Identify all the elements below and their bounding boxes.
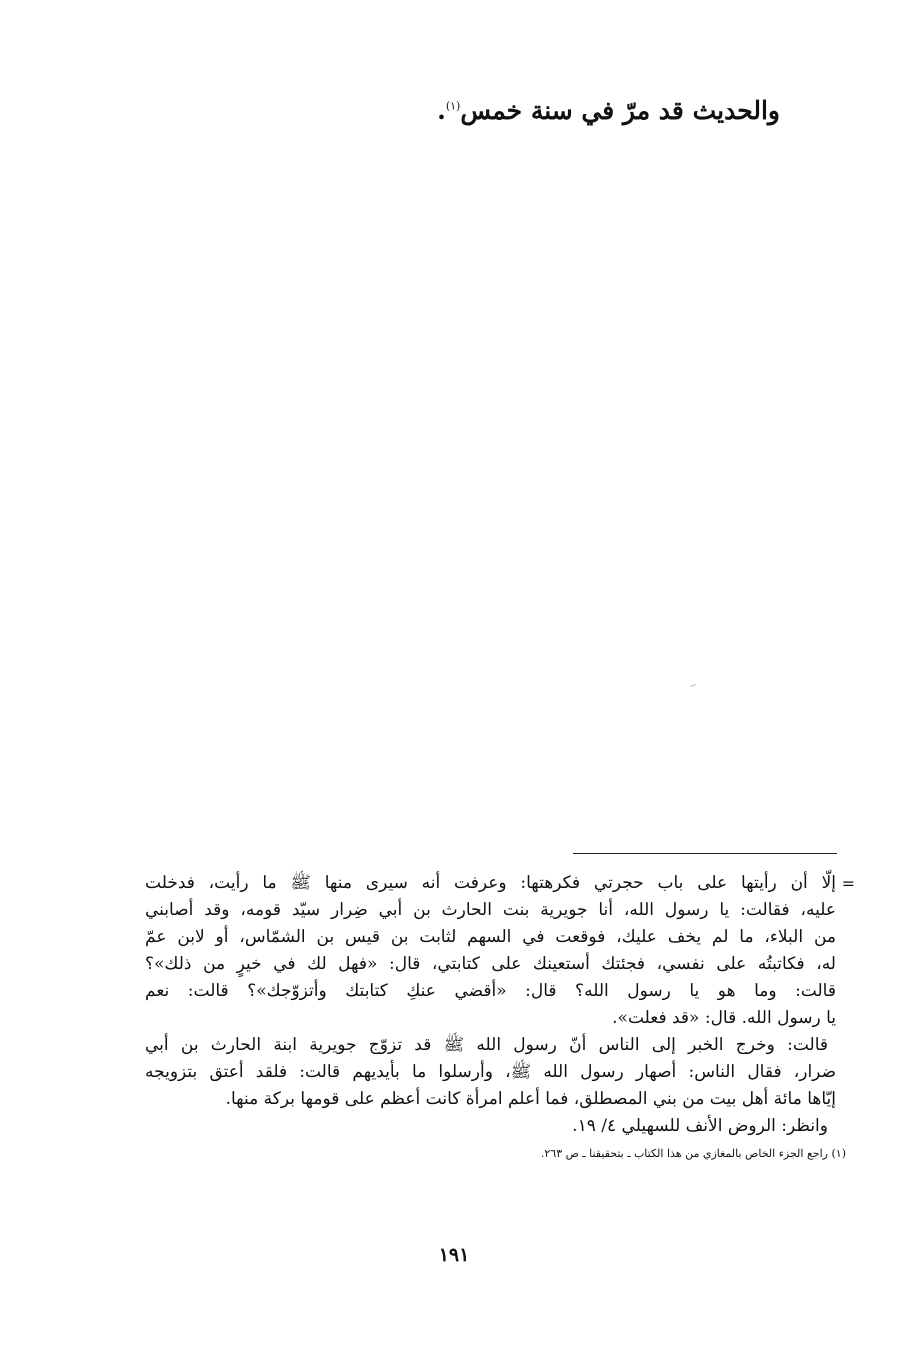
footnote-line: ضرار، فقال الناس: أصهار رسول الله ﷺ، وأرسلوا ما بأيديهم قالت: فلقد أعتق بتزويجه <box>145 1062 836 1082</box>
footnote-line: له، فكاتبتُه على نفسي، فجئتك أستعينك على كتابتي، قال: «فهل لك في خيرٍ من ذلك»؟ <box>145 954 836 974</box>
footnote-line: إلّا أن رأيتها على باب حجرتي فكرهتها: وعرفت أنه سيرى منها ﷺ ما رأيت، فدخلت <box>145 873 836 893</box>
main-text-end: . <box>437 96 446 125</box>
continuation-mark: = <box>841 874 855 893</box>
footnote-text: راجع الجزء الخاص بالمغازي من هذا الكتاب ـ بتحقيقنا ـ ص ٢٦٣. <box>540 1147 828 1160</box>
footnote-line: قالت: وما هو يا رسول الله؟ قال: «أقضي عنكِ كتابتك وأتزوّجك»؟ قالت: نعم <box>145 981 836 1001</box>
footnote-separator <box>573 853 837 854</box>
scan-speck <box>690 684 696 687</box>
footnote-1 <box>145 1140 846 1167</box>
page-number: ١٩١ <box>438 1244 470 1266</box>
main-text: والحديث قد مرّ في سنة خمس <box>460 96 780 125</box>
footnote-continuation <box>145 870 855 1032</box>
footnote-line: يا رسول الله. قال: «قد فعلت». <box>612 1008 836 1028</box>
footnote-reference: (١) <box>445 99 461 113</box>
footnote-see-also: وانظر: الروض الأنف للسهيلي ٤/ ١٩. <box>572 1116 828 1136</box>
main-text-line <box>437 96 780 125</box>
footnote-paragraph <box>145 1032 836 1140</box>
footnote-number: (١) <box>831 1147 846 1160</box>
footnote-line: قالت: وخرج الخبر إلى الناس أنّ رسول الله ﷺ قد تزوّج جويرية ابنة الحارث بن أبي <box>145 1035 828 1055</box>
footnote-line: من البلاء، ما لم يخف عليك، فوقعت في السهم لثابت بن قيس بن الشمّاس، أو لابن عمّ <box>145 927 836 947</box>
footnotes <box>145 870 855 1167</box>
footnote-line: إيّاها مائة أهل بيت من بني المصطلق، فما أعلم امرأة كانت أعظم على قومها بركة منها. <box>225 1089 836 1109</box>
footnote-line: عليه، فقالت: يا رسول الله، أنا جويرية بنت الحارث بن أبي ضِرار سيّد قومه، وقد أصابني <box>145 900 836 920</box>
